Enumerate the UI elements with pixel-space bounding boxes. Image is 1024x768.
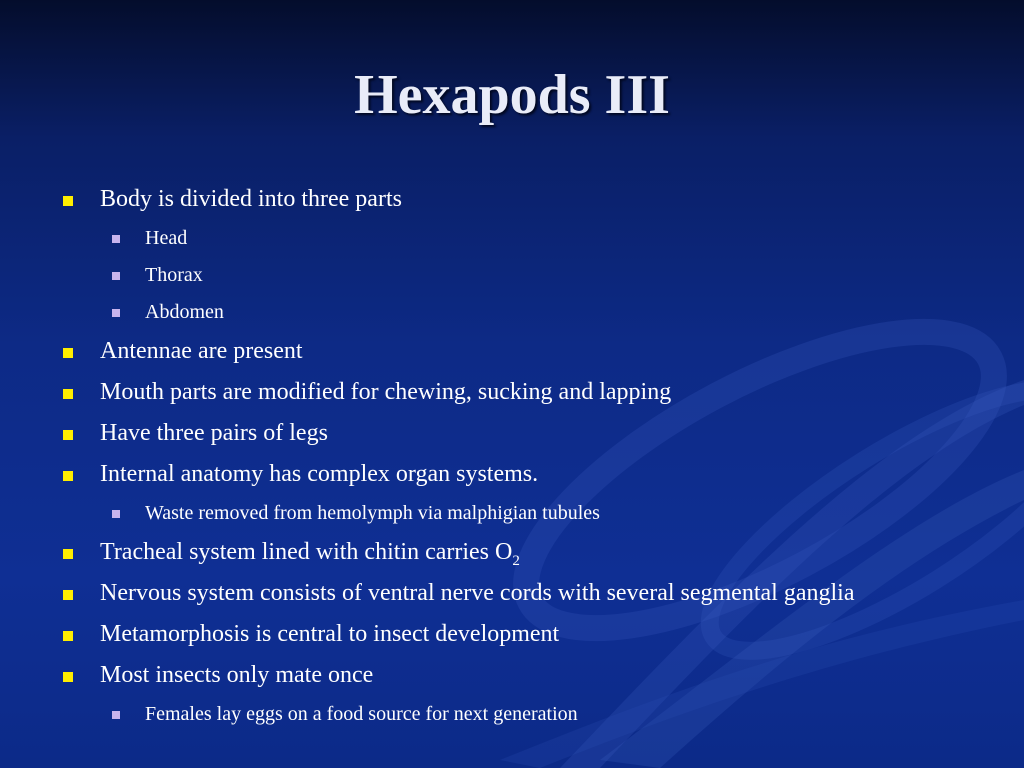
square-bullet-icon bbox=[112, 510, 120, 518]
square-bullet-icon bbox=[63, 471, 73, 481]
bullet-text: Have three pairs of legs bbox=[100, 420, 328, 446]
list-item bbox=[62, 701, 1012, 727]
square-bullet-icon bbox=[63, 348, 73, 358]
square-bullet-icon bbox=[63, 549, 73, 559]
square-bullet-icon bbox=[63, 631, 73, 641]
list-item bbox=[62, 619, 1012, 649]
list-item bbox=[62, 418, 1012, 448]
square-bullet-icon bbox=[63, 430, 73, 440]
bullet-text: Mouth parts are modified for chewing, sucking and lapping bbox=[100, 379, 672, 405]
list-item bbox=[62, 336, 1012, 366]
bullet-text: Abdomen bbox=[145, 301, 224, 323]
oxygen-subscript: 2 bbox=[512, 553, 520, 569]
bullet-text: Tracheal system lined with chitin carries O bbox=[100, 539, 513, 565]
square-bullet-icon bbox=[63, 389, 73, 399]
square-bullet-icon bbox=[112, 711, 120, 719]
bullet-list bbox=[62, 184, 1012, 727]
list-item bbox=[62, 377, 1012, 407]
list-item bbox=[62, 500, 1012, 526]
bullet-text: Females lay eggs on a food source for next generation bbox=[145, 703, 578, 725]
list-item bbox=[62, 459, 1012, 489]
list-item bbox=[62, 578, 1012, 608]
bullet-text: Internal anatomy has complex organ systems. bbox=[100, 461, 539, 487]
list-item bbox=[62, 184, 1012, 214]
square-bullet-icon bbox=[63, 196, 73, 206]
list-item bbox=[62, 225, 1012, 251]
bullet-text: Metamorphosis is central to insect development bbox=[100, 621, 560, 647]
bullet-text: Nervous system consists of ventral nerve cords with several segmental ganglia bbox=[100, 580, 855, 606]
bullet-text: Waste removed from hemolymph via malphigian tubules bbox=[145, 502, 600, 524]
list-item bbox=[62, 299, 1012, 325]
list-item bbox=[62, 660, 1012, 690]
bullet-text: Most insects only mate once bbox=[100, 662, 374, 688]
square-bullet-icon bbox=[112, 272, 120, 280]
square-bullet-icon bbox=[112, 235, 120, 243]
slide-title: Hexapods III bbox=[354, 64, 670, 126]
list-item bbox=[62, 537, 1012, 567]
bullet-text: Antennae are present bbox=[100, 338, 303, 364]
bullet-text: Head bbox=[145, 227, 188, 249]
bullet-text: Body is divided into three parts bbox=[100, 186, 402, 212]
square-bullet-icon bbox=[63, 672, 73, 682]
list-item bbox=[62, 262, 1012, 288]
square-bullet-icon bbox=[63, 590, 73, 600]
square-bullet-icon bbox=[112, 309, 120, 317]
bullet-text: Thorax bbox=[145, 264, 203, 286]
